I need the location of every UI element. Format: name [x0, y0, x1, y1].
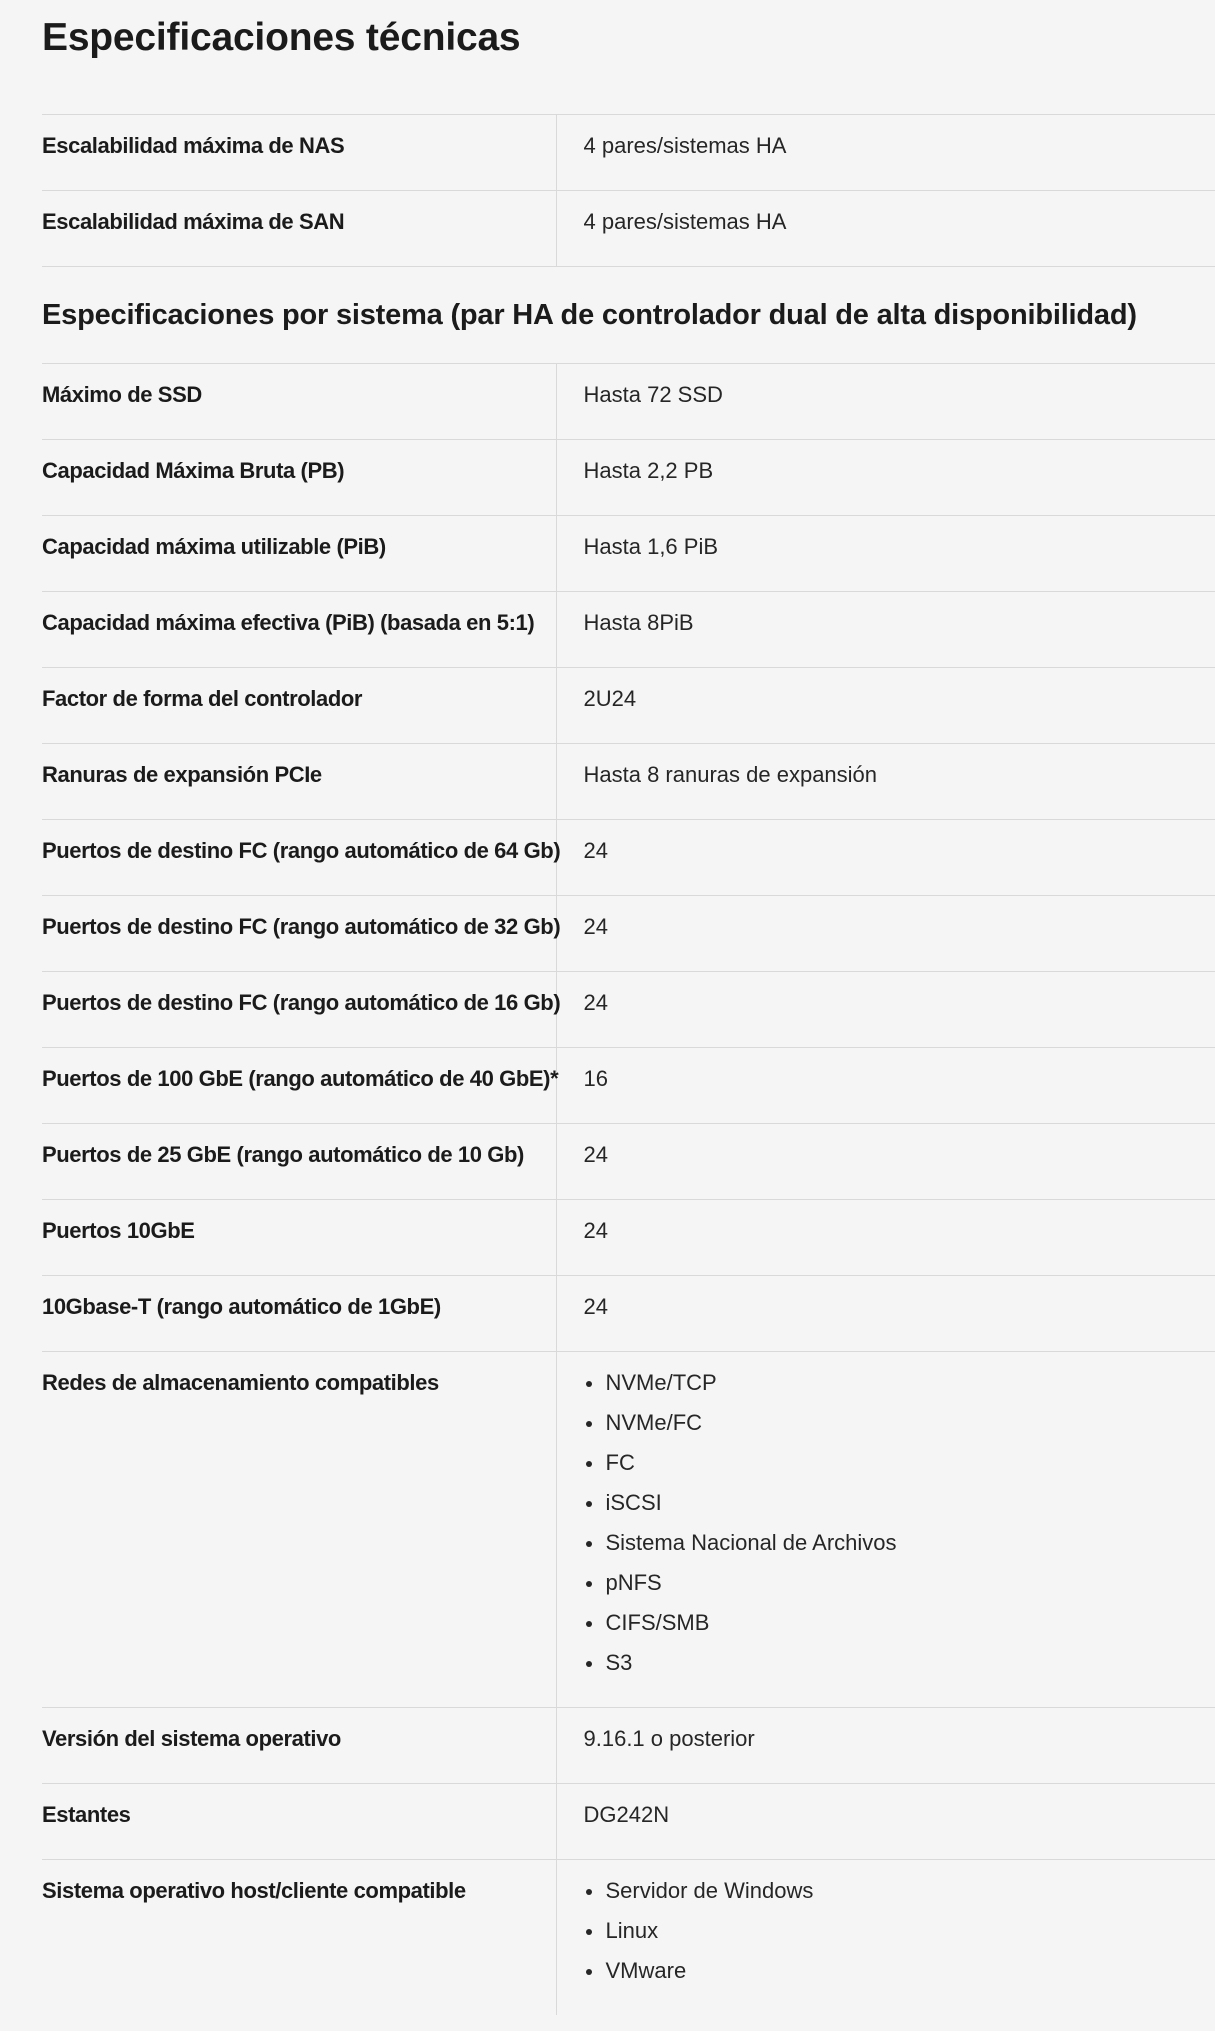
spec-label: Redes de almacenamiento compatibles: [42, 1370, 439, 1395]
spec-value: 16: [556, 1048, 1215, 1124]
spec-value: 24: [556, 972, 1215, 1048]
list-item: Servidor de Windows: [584, 1871, 1215, 1911]
spec-value: 9.16.1 o posterior: [556, 1708, 1215, 1784]
table-row: [42, 1276, 1215, 1352]
spec-label: Puertos de 100 GbE (rango automático de 40 GbE)*: [42, 1066, 559, 1091]
table-row: [42, 1200, 1215, 1276]
spec-label: 10Gbase-T (rango automático de 1GbE): [42, 1294, 441, 1319]
list-item: FC: [584, 1443, 1215, 1483]
spec-label: Ranuras de expansión PCIe: [42, 762, 322, 787]
spec-value: 24: [556, 1276, 1215, 1352]
spec-value: 24: [556, 1124, 1215, 1200]
table-row: [42, 516, 1215, 592]
spec-label: Máximo de SSD: [42, 382, 202, 407]
table-row: [42, 440, 1215, 516]
spec-value: 2U24: [556, 668, 1215, 744]
spec-label: Sistema operativo host/cliente compatible: [42, 1878, 466, 1903]
table-row: [42, 972, 1215, 1048]
spec-label: Puertos 10GbE: [42, 1218, 195, 1243]
list-item: VMware: [584, 1951, 1215, 1991]
spec-label: Estantes: [42, 1802, 131, 1827]
spec-value: 24: [556, 896, 1215, 972]
list-item: CIFS/SMB: [584, 1603, 1215, 1643]
list-item: S3: [584, 1643, 1215, 1683]
spec-value: DG242N: [556, 1784, 1215, 1860]
list-item: Linux: [584, 1911, 1215, 1951]
spec-value-list: [556, 1352, 1215, 1708]
table-row-host-os: [42, 1860, 1215, 2016]
spec-value: Hasta 72 SSD: [556, 364, 1215, 440]
table-row: [42, 1048, 1215, 1124]
table-row: [42, 1784, 1215, 1860]
list-item: NVMe/TCP: [584, 1363, 1215, 1403]
list-item: Sistema Nacional de Archivos: [584, 1523, 1215, 1563]
spec-content: [42, 0, 1215, 2015]
spec-value-list: [556, 1860, 1215, 2016]
table-row: [42, 191, 1215, 267]
spec-label: Factor de forma del controlador: [42, 686, 363, 711]
spec-value: Hasta 2,2 PB: [556, 440, 1215, 516]
spec-value: Hasta 1,6 PiB: [556, 516, 1215, 592]
table-row: [42, 1708, 1215, 1784]
section-title: Especificaciones por sistema (par HA de controlador dual de alta disponibilidad): [42, 299, 1137, 331]
table-row: [42, 364, 1215, 440]
spec-label: Capacidad Máxima Bruta (PB): [42, 458, 345, 483]
spec-value: 4 pares/sistemas HA: [556, 191, 1215, 267]
storage-networks-list: [584, 1363, 1215, 1683]
table-row: [42, 592, 1215, 668]
table-row-storage-networks: [42, 1352, 1215, 1708]
spec-label: Puertos de destino FC (rango automático de 32 Gb): [42, 914, 561, 939]
spec-value: 24: [556, 1200, 1215, 1276]
spec-value: 4 pares/sistemas HA: [556, 115, 1215, 191]
spec-value: Hasta 8PiB: [556, 592, 1215, 668]
spec-label: Puertos de destino FC (rango automático de 64 Gb): [42, 838, 561, 863]
table-row: [42, 744, 1215, 820]
table-row: [42, 115, 1215, 191]
list-item: NVMe/FC: [584, 1403, 1215, 1443]
spec-label: Versión del sistema operativo: [42, 1726, 341, 1751]
list-item: iSCSI: [584, 1483, 1215, 1523]
page-title: Especificaciones técnicas: [42, 16, 521, 59]
scalability-table: [42, 114, 1215, 267]
system-spec-table: [42, 363, 1215, 2015]
spec-label: Escalabilidad máxima de NAS: [42, 133, 345, 158]
spec-label: Capacidad máxima efectiva (PiB) (basada en 5:1): [42, 610, 535, 635]
table-row: [42, 1124, 1215, 1200]
spec-value: 24: [556, 820, 1215, 896]
spec-label: Capacidad máxima utilizable (PiB): [42, 534, 386, 559]
spec-label: Escalabilidad máxima de SAN: [42, 209, 345, 234]
spec-label: Puertos de destino FC (rango automático de 16 Gb): [42, 990, 561, 1015]
table-row: [42, 668, 1215, 744]
table-row: [42, 896, 1215, 972]
table-row: [42, 820, 1215, 896]
list-item: pNFS: [584, 1563, 1215, 1603]
spec-value: Hasta 8 ranuras de expansión: [556, 744, 1215, 820]
spec-label: Puertos de 25 GbE (rango automático de 10 Gb): [42, 1142, 524, 1167]
host-os-list: [584, 1871, 1215, 1991]
